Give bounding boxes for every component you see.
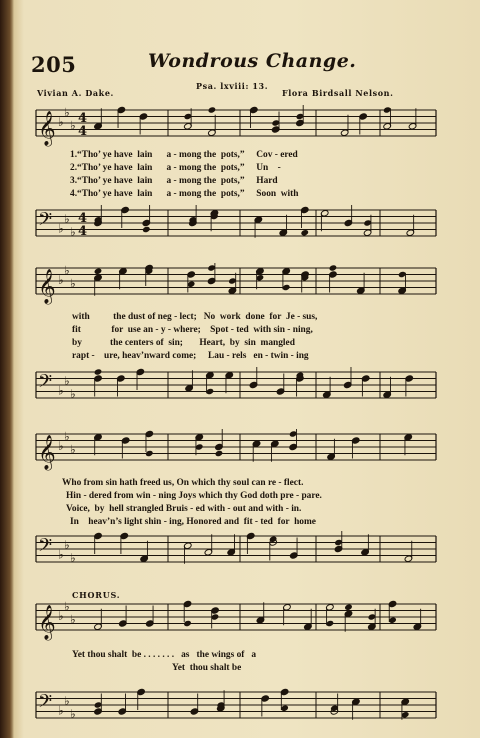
flat-sign-icon: ♭ [64, 105, 70, 120]
flat-sign-icon: ♭ [64, 693, 70, 708]
note-head [329, 264, 338, 271]
flat-sign-icon: ♭ [64, 599, 70, 614]
flat-sign-icon: ♭ [70, 442, 76, 457]
note-head [94, 368, 103, 375]
lyricist-credit: Vivian A. Dake. [37, 88, 114, 98]
chorus-lyric-line-1: Yet thou shalt be . . . . . . . as the wings of a [72, 650, 257, 660]
lyric-line-1-verse-1: 1.“Tho’ ye have lain a - mong the pots,” Cov - ered [70, 150, 298, 160]
bass-staff-3 [0, 530, 480, 574]
flat-sign-icon: ♭ [70, 612, 76, 627]
flat-sign-icon: ♭ [70, 276, 76, 291]
flat-sign-icon: ♭ [64, 537, 70, 552]
treble-staff-1 [0, 104, 480, 148]
time-signature: 4 [78, 211, 88, 226]
flat-sign-icon: ♭ [58, 115, 64, 129]
flat-sign-icon: ♭ [70, 706, 76, 721]
time-signature: 4 [78, 124, 88, 139]
bass-staff-4 [0, 686, 480, 730]
flat-sign-icon: ♭ [70, 550, 76, 565]
note-head [208, 106, 217, 113]
flat-sign-icon: ♭ [58, 383, 64, 398]
lyric-line-3-verse-1: Who from sin hath freed us, On which thy soul can re - flect. [62, 478, 304, 488]
hymn-title: Wondrous Change. [148, 50, 357, 72]
flat-sign-icon: ♭ [58, 547, 64, 562]
hymn-number: 205 [31, 52, 77, 77]
bass-clef-icon: 𝄢 [38, 535, 53, 561]
flat-sign-icon: ♭ [58, 703, 64, 718]
scripture-reference: Psa. lxviii: 13. [196, 81, 269, 91]
flat-sign-icon: ♭ [64, 211, 70, 226]
lyric-line-3-verse-2: Hin - dered from win - ning Joys which thy God doth pre - pare. [66, 491, 322, 501]
bass-staff-1 [0, 204, 480, 248]
flat-sign-icon: ♭ [64, 373, 70, 388]
bass-clef-icon: 𝄢 [38, 691, 53, 717]
lyric-line-2-verse-1: with the dust of neg - lect; No work done for Je - sus, [72, 312, 318, 322]
treble-clef-icon: 𝄞 [38, 435, 56, 470]
lyric-line-3-verse-3: Voice, by hell strangled Bruis - ed with - out and with - in. [66, 504, 302, 514]
bass-clef-icon: 𝄢 [38, 371, 53, 397]
flat-sign-icon: ♭ [58, 439, 64, 453]
note-head [142, 226, 151, 233]
lyric-line-1-verse-3: 3.“Tho’ ye have lain a - mong the pots,” Hard [70, 176, 278, 186]
treble-staff-4 [0, 598, 480, 642]
flat-sign-icon: ♭ [70, 386, 76, 401]
treble-clef-icon: 𝄞 [38, 269, 56, 304]
time-signature: 4 [78, 111, 88, 126]
note-head [344, 604, 353, 611]
lyric-line-2-verse-4: rapt - ure, heav’nward come; Lau - rels en - twin - ing [72, 351, 309, 361]
lyric-line-1-verse-4: 4.“Tho’ ye have lain a - mong the pots,” Soon with [70, 189, 299, 199]
flat-sign-icon: ♭ [58, 273, 64, 287]
lyric-line-2-verse-2: fit for use an - y - where; Spot - ted with sin - ning, [72, 325, 313, 335]
lyric-line-3-verse-4: In heav’n’s light shin - ing, Honored and fit - ted for home [70, 517, 316, 527]
flat-sign-icon: ♭ [64, 429, 70, 444]
note-head [215, 450, 224, 457]
bass-clef-icon: 𝄢 [38, 209, 53, 235]
composer-credit: Flora Birdsall Nelson. [282, 88, 394, 98]
treble-clef-icon: 𝄞 [38, 111, 56, 146]
flat-sign-icon: ♭ [70, 118, 76, 133]
flat-sign-icon: ♭ [70, 224, 76, 239]
flat-sign-icon: ♭ [58, 609, 64, 623]
note-head [300, 229, 309, 236]
note-head [94, 268, 103, 275]
flat-sign-icon: ♭ [58, 221, 64, 236]
chorus-label: CHORUS. [72, 590, 121, 600]
treble-staff-3 [0, 428, 480, 472]
treble-staff-2 [0, 262, 480, 306]
flat-sign-icon: ♭ [64, 263, 70, 278]
chorus-lyric-line-2: Yet thou shalt be [172, 663, 242, 673]
lyric-line-2-verse-3: by the centers of sin; Heart, by sin mangled [72, 338, 295, 348]
time-signature: 4 [78, 224, 88, 239]
bass-staff-2 [0, 366, 480, 410]
treble-clef-icon: 𝄞 [38, 605, 56, 640]
lyric-line-1-verse-2: 2.“Tho’ ye have lain a - mong the pots,” Un - [70, 163, 281, 173]
